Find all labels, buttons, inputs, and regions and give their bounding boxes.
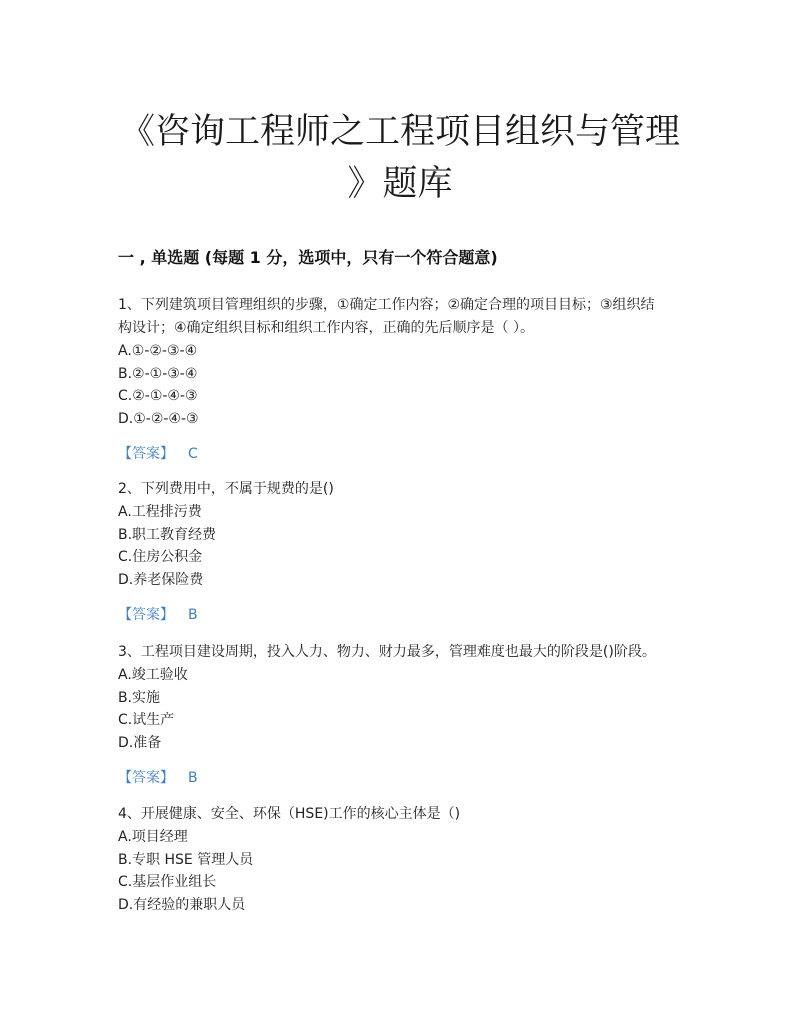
section-heading-single-choice: 一 , 单选题 (每题 1 分，选项中，只有一个符合题意) <box>118 248 498 267</box>
question-2-answer <box>118 604 688 626</box>
question-1-answer <box>118 443 688 465</box>
document-title-line-2: 》题库 <box>347 164 453 204</box>
question-3 <box>118 641 688 789</box>
question-4-option-d: D.有经验的兼职人员 <box>118 896 246 913</box>
question-1-option-b: B.②-①-③-④ <box>118 365 198 382</box>
question-2-option-c: C.住房公积金 <box>118 549 203 565</box>
question-4-option-b: B.专职 HSE 管理人员 <box>118 851 254 868</box>
document-title-line-1: 《咨询工程师之工程项目组织与管理 <box>119 112 680 152</box>
question-1-stem-line-1: 1、下列建筑项目管理组织的步骤，①确定工作内容；②确定合理的项目目标；③组织结 <box>118 297 655 313</box>
question-4 <box>118 803 688 916</box>
question-2-stem: 2、下列费用中，不属于规费的是() <box>118 481 334 497</box>
document-title <box>100 106 700 210</box>
answer-value: C <box>188 446 198 462</box>
answer-value: B <box>188 607 198 623</box>
answer-value: B <box>188 770 198 786</box>
question-3-stem: 3、工程项目建设周期，投入人力、物力、财力最多，管理难度也最大的阶段是()阶段。 <box>118 644 656 660</box>
question-4-option-a: A.项目经理 <box>118 829 188 845</box>
question-2-option-a: A.工程排污费 <box>118 504 202 520</box>
question-2-option-b: B.职工教育经费 <box>118 526 217 543</box>
question-3-option-b: B.实施 <box>118 689 161 706</box>
answer-label: 【答案】 <box>118 770 174 786</box>
question-3-option-c: C.试生产 <box>118 712 175 728</box>
question-3-answer <box>118 767 688 789</box>
question-1-option-c: C.②-①-④-③ <box>118 388 198 404</box>
question-1-stem-line-2: 构设计；④确定组织目标和组织工作内容，正确的先后顺序是（ ）。 <box>118 320 534 336</box>
answer-label: 【答案】 <box>118 446 174 462</box>
question-1-stem <box>118 294 688 340</box>
question-4-stem: 4、开展健康、安全、环保（HSE)工作的核心主体是（) <box>118 806 461 822</box>
question-3-option-a: A.竣工验收 <box>118 667 188 683</box>
question-1-option-d: D.①-②-④-③ <box>118 410 199 427</box>
question-1 <box>118 294 688 465</box>
question-2 <box>118 478 688 626</box>
question-4-option-c: C.基层作业组长 <box>118 874 217 890</box>
question-2-option-d: D.养老保险费 <box>118 571 204 588</box>
question-3-option-d: D.准备 <box>118 734 162 751</box>
answer-label: 【答案】 <box>118 607 174 623</box>
question-1-option-a: A.①-②-③-④ <box>118 343 198 359</box>
